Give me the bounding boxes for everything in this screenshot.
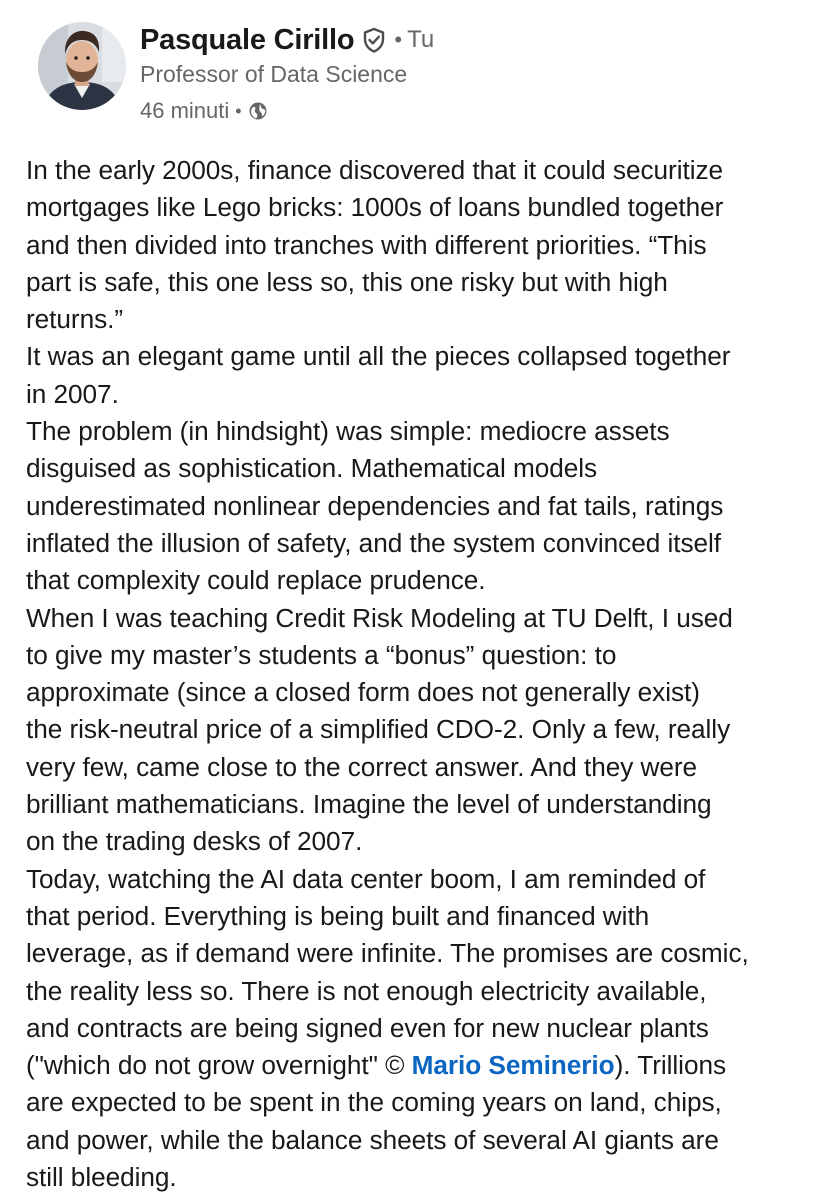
meta-separator: •: [235, 100, 242, 121]
body-line: When I was teaching Credit Risk Modeling at TU Delft, I used: [26, 602, 733, 633]
body-line: underestimated nonlinear dependencies and fat tails, ratings: [26, 490, 724, 521]
body-line: that period. Everything is being built and financed with: [26, 900, 650, 931]
mention-suffix: ). Trillions: [614, 1050, 727, 1081]
globe-icon: [248, 101, 268, 121]
body-line: to give my master’s students a “bonus” question: to: [26, 639, 617, 670]
body-line-with-mention: [26, 1047, 816, 1084]
body-line: part is safe, this one less so, this one risky but with high: [26, 266, 668, 297]
body-line: on the trading desks of 2007.: [26, 826, 363, 857]
body-line: In the early 2000s, finance discovered that it could securitize: [26, 155, 724, 185]
body-line: approximate (since a closed form does not generally exist): [26, 677, 700, 708]
body-line: are expected to be spent in the coming years on land, chips,: [26, 1087, 722, 1118]
author-name[interactable]: Pasquale Cirillo: [140, 23, 355, 56]
post-body: [26, 152, 816, 1196]
body-line: and power, while the balance sheets of several AI giants are: [26, 1124, 719, 1155]
name-separator: •: [394, 27, 403, 52]
body-line: the reality less so. There is not enough electricity available,: [26, 975, 707, 1006]
mention-link[interactable]: Mario Seminerio: [411, 1050, 615, 1081]
body-line: Today, watching the AI data center boom, I am reminded of: [26, 863, 706, 894]
avatar-photo-icon: [38, 22, 126, 110]
mention-prefix: ("which do not grow overnight" ©: [26, 1050, 412, 1081]
body-line: very few, came close to the correct answer. And they were: [26, 751, 698, 782]
post-meta: [140, 96, 268, 126]
body-line: and contracts are being signed even for new nuclear plants: [26, 1012, 709, 1043]
verified-shield-check-icon: [360, 26, 388, 54]
body-line: returns.”: [26, 304, 124, 335]
body-line: inflated the illusion of safety, and the system convinced itself: [26, 527, 722, 558]
author-name-row: [140, 20, 434, 60]
author-headline: Professor of Data Science: [140, 61, 408, 87]
body-line: that complexity could replace prudence.: [26, 565, 486, 596]
post-time: 46 minuti: [140, 98, 230, 123]
body-line: brilliant mathematicians. Imagine the level of understanding: [26, 789, 712, 820]
body-line: the risk-neutral price of a simplified CDO-2. Only a few, really: [26, 714, 731, 745]
body-line: It was an elegant game until all the pieces collapsed together: [26, 341, 731, 372]
body-line: still bleeding.: [26, 1162, 177, 1193]
body-line: in 2007.: [26, 378, 119, 409]
connection-degree: Tu: [407, 26, 435, 53]
author-avatar[interactable]: [38, 22, 126, 110]
body-line: mortgages like Lego bricks: 1000s of loans bundled together: [26, 192, 724, 223]
body-line: leverage, as if demand were infinite. The promises are cosmic,: [26, 938, 749, 969]
body-line: and then divided into tranches with different priorities. “This: [26, 229, 707, 260]
body-line: The problem (in hindsight) was simple: mediocre assets: [26, 416, 670, 447]
body-line: disguised as sophistication. Mathematical models: [26, 453, 598, 484]
